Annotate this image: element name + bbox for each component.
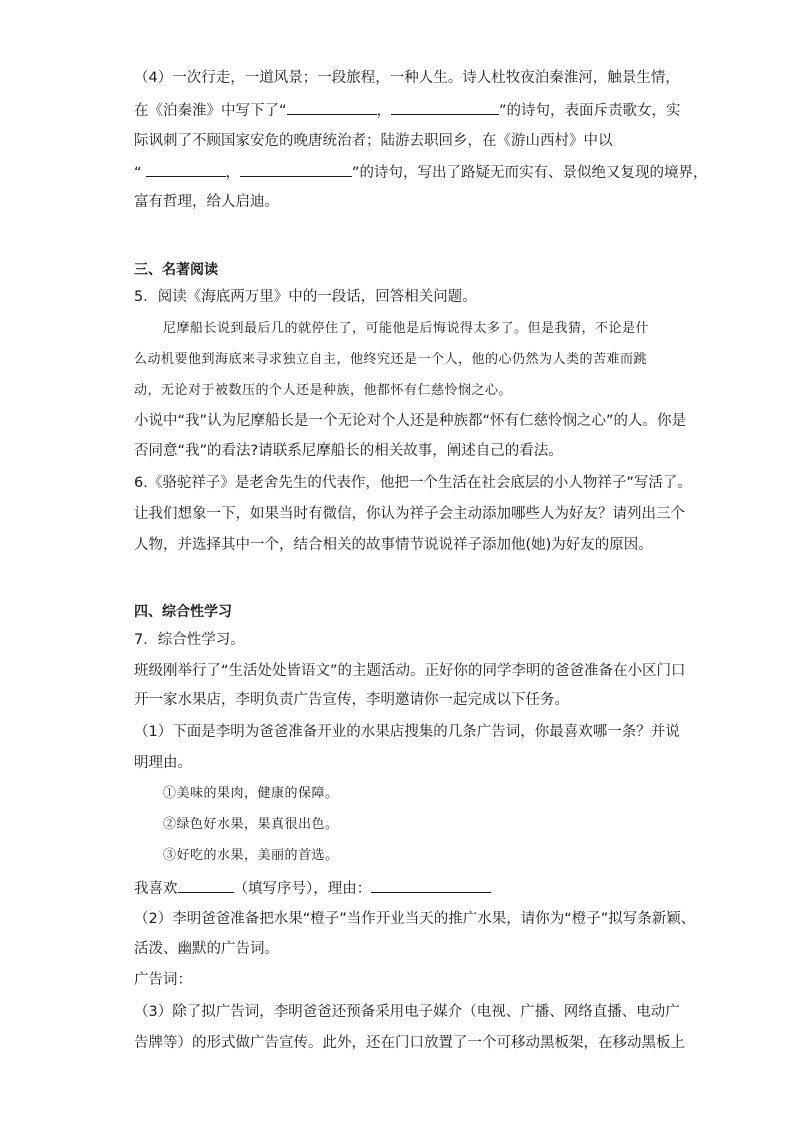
- q4-line-2-text-b: ，: [376, 103, 392, 119]
- intro-text: 班级刚举行了“生活处处皆语文”的主题活动。正好你的同学李明的爸爸准备在小区门口: [134, 663, 686, 679]
- quote-line: 尼摩船长说到最后几的就停住了，可能他是后悔说得太多了。但是我猜，不论是什: [163, 321, 650, 336]
- question-5-text: 小说中“我”认为尼摩船长是一个无论对个人还是种族都“怀有仁慈怜悯之心”的人。你是: [134, 413, 687, 429]
- q4-line-4: [134, 162, 708, 183]
- answer-blank[interactable]: [178, 878, 234, 893]
- quote-line: 动，无论对于被数压的个人还是种族，他都怀有仁慈怜悯之心。: [134, 383, 513, 398]
- subquestion-2: 活泼、幽默的广告词。: [134, 941, 279, 957]
- option-item: ②绿色好水果，果真很出色。: [163, 817, 339, 832]
- ad-label: 广告词：: [134, 972, 192, 988]
- answer-blank[interactable]: [287, 100, 377, 115]
- intro-text: 开一家水果店，李明负责广告宣传，李明邀请你一起完成以下任务。: [134, 692, 569, 708]
- subquestion-3: 告牌等）的形式做广告宣传。此外，还在门口放置了一个可移动黑板架，在移动黑板上: [134, 1035, 685, 1051]
- q4-line-4-text-c: ”的诗句，写出了路疑无而实有、景似绝又复现的境界，: [352, 165, 708, 181]
- answer-blank[interactable]: [240, 162, 352, 177]
- q4-line-5: 富有哲理，给人启迪。: [134, 194, 279, 210]
- subquestion-1: （1）下面是李明为爸爸准备开业的水果店搜集的几条广告词，你最喜欢哪一条？并说: [134, 724, 680, 740]
- answer-line: [134, 878, 491, 899]
- answer-blank[interactable]: [146, 162, 226, 177]
- answer-blank[interactable]: [391, 100, 499, 115]
- q4-line-1: （4）一次行走，一道风景；一段旅程，一种人生。诗人杜牧夜泊秦淮河，触景生情，: [134, 70, 680, 86]
- q4-line-4-text-b: ，: [225, 165, 241, 181]
- q4-line-2-text-c: ”的诗句，表面斥责歌女，实: [499, 103, 681, 119]
- question-6-text: 6.《骆驼祥子》是老舍先生的代表作，他把一个生活在社会底层的小人物祥子”写活了。: [134, 475, 692, 491]
- question-6-text: 人物，并选择其中一个，结合相关的故事情节说说祥子添加他(她)为好友的原因。: [134, 537, 653, 553]
- subquestion-1: 明理由。: [134, 755, 192, 771]
- section-heading: 四、综合性学习: [134, 604, 232, 620]
- section-heading: 三、名著阅读: [134, 262, 218, 278]
- option-item: ③好吃的水果，美丽的首选。: [163, 848, 339, 863]
- q4-line-2-text-a: 在《泊秦淮》中写下了“: [134, 103, 287, 119]
- question-5-title: 5．阅读《海底两万里》中的一段话，回答相关问题。: [134, 289, 477, 305]
- question-5-text: 否同意“我”的看法?请联系尼摩船长的相关故事，阐述自己的看法。: [134, 443, 563, 459]
- option-item: ①美味的果肉，健康的保障。: [163, 786, 339, 801]
- q4-line-2: [134, 100, 681, 121]
- subquestion-3: （3）除了拟广告词，李明爸爸还预备采用电子媒介（电视、广播、网络直播、电动广: [134, 1004, 680, 1020]
- answer-label: （填写序号），理由：: [233, 881, 372, 897]
- subquestion-2: （2）李明爸爸准备把水果“橙子”当作开业当天的推广水果，请你为“橙子”拟写条新颖、: [134, 911, 696, 927]
- answer-blank[interactable]: [371, 878, 491, 893]
- quote-line: 么动机要他到海底来寻求独立自主，他终究还是一个人，他的心仍然为人类的苦难而跳: [134, 352, 648, 367]
- q4-line-3: 际讽刺了不顾国家安危的晚唐统治者；陆游去职回乡，在《游山西村》中以: [134, 133, 613, 149]
- q4-line-4-text-a: “: [134, 165, 142, 181]
- question-6-text: 让我们想象一下，如果当时有微信，你认为祥子会主动添加哪些人为好友？请列出三个: [134, 506, 685, 522]
- question-7-title: 7．综合性学习。: [134, 632, 245, 648]
- answer-label: 我喜欢: [134, 881, 178, 897]
